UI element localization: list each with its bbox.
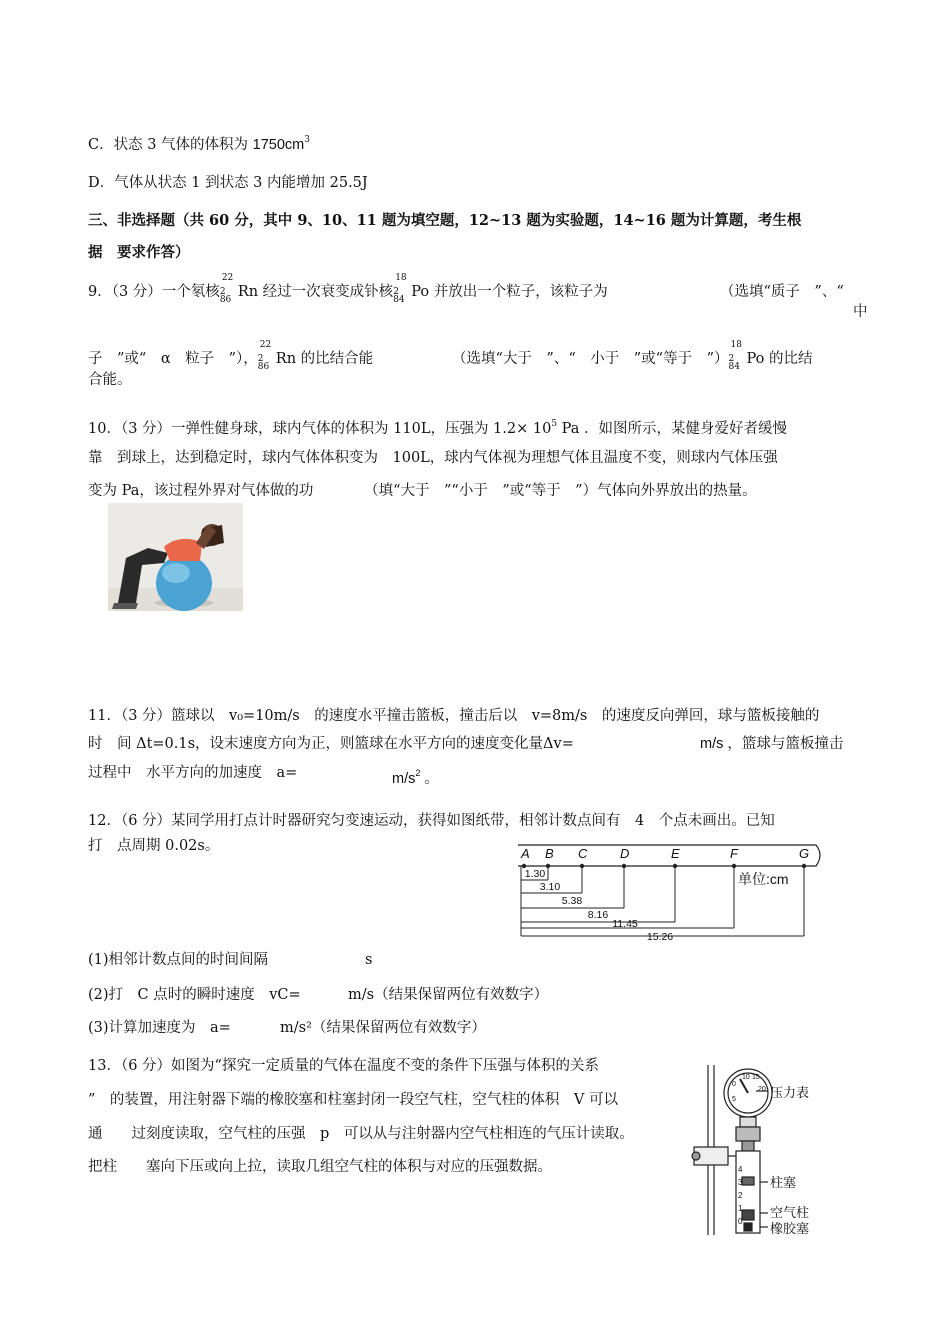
q9-line1: 9．（3 分）一个氡核 22 2 86 Rn 经过一次衰变成钋核 18 2 84 Po 并放出一个粒子，该粒子为 (88, 273, 608, 305)
section-3-heading: 三、非选择题（共 60 分，其中 9、10、11 题为填空题，12~13 题为实验题，14~16 题为计算题，考生根 (88, 212, 802, 229)
q10-line3: 变为 Pa，该过程外界对气体做的功 （填“大于 ”“小于 ”或“等于 ”）气体向外界放出的热量。 (88, 483, 757, 499)
label-plunger: 柱塞 (770, 1175, 797, 1190)
section-3-heading-cont: 据 要求作答） (88, 244, 190, 261)
label-pressure-gauge: 压力表 (770, 1085, 810, 1100)
tape-point-a: A (521, 846, 530, 861)
tape-point-g: G (799, 846, 810, 861)
q12-sub1-unit: s (365, 952, 373, 968)
q12-sub1: (1)相邻计数点间的时间间隔 (88, 952, 269, 968)
dial-20: 20 (758, 1086, 766, 1093)
po-nuclide-notation-2: 18 2 84 (728, 340, 742, 372)
q13-line4: 把柱 塞向下压或向上拉，读取几组空气柱的体积与对应的压强数据。 (88, 1159, 552, 1175)
option-d: D．气体从状态 1 到状态 3 内能增加 25.5J (88, 175, 368, 191)
q11-line3: 过程中 水平方向的加速度 a= (88, 765, 298, 781)
q11-line1: 11．（3 分）篮球以 v₀=10m/s 的速度水平撞击篮板，撞击后以 v=8m/s 的速度反向弹回，球与篮板接触的 (88, 708, 820, 724)
dist-ae: 8.16 (587, 909, 609, 921)
q9-choice-a: （选填“质子 ”、“ (720, 284, 844, 300)
dist-af: 11.45 (612, 918, 638, 930)
rn-nuclide-notation-2: 22 2 86 (257, 340, 272, 372)
dial-5: 5 (732, 1096, 736, 1103)
scale-2: 2 (738, 1191, 743, 1200)
tape-point-c: C (578, 846, 588, 861)
q11-line2-b: m/s ，篮球与篮板撞击 (700, 736, 844, 752)
dist-ac: 3.10 (539, 881, 561, 893)
dial-10: 10 (742, 1074, 750, 1081)
q13-line2: ” 的装置，用注射器下端的橡胶塞和柱塞封闭一段空气柱，空气柱的体积 V 可以 (88, 1092, 618, 1108)
q13-line3: 通 过刻度读取，空气柱的压强 p 可以从与注射器内空气柱相连的气压计读取。 (88, 1126, 634, 1142)
dist-ad: 5.38 (561, 895, 583, 907)
q12-sub3: (3)计算加速度为 a= (88, 1020, 231, 1036)
q11-line3-b: $m/s^2$ 。 (392, 768, 439, 787)
q9-choice-a2: 中 (853, 304, 868, 320)
q11-line2: 时 间 Δt=0.1s，设末速度方向为正，则篮球在水平方向的速度变化量Δv= (88, 736, 574, 752)
dist-ab: 1.30 (524, 868, 546, 880)
q12-sub2: (2)打 C 点时的瞬时速度 vC= (88, 987, 301, 1003)
tape-unit: 单位:cm (738, 871, 789, 887)
dial-15: 15 (752, 1074, 760, 1081)
scale-4: 4 (738, 1165, 743, 1174)
q12-sub3-unit: m/s²（结果保留两位有效数字） (280, 1020, 486, 1036)
ticker-tape-figure (510, 842, 828, 942)
label-rubber-stopper: 橡胶塞 (770, 1221, 810, 1236)
q9-line2-b: （选填“大于 ”、“ 小于 ”或“等于 ”） 18 2 84 Po 的比结 (452, 340, 813, 372)
scale-0: 0 (738, 1217, 743, 1226)
q12-sub2-unit: m/s（结果保留两位有效数字） (348, 987, 549, 1003)
q12-line1: 12．（6 分）某同学用打点计时器研究匀变速运动，获得如图纸带，相邻计数点间有 4 个点未画出。已知 (88, 813, 775, 829)
label-air-column: 空气柱 (770, 1205, 810, 1220)
po-nuclide-notation: 18 2 84 (393, 273, 407, 305)
q9-line3: 合能。 (88, 372, 132, 388)
dial-0: 0 (732, 1081, 736, 1088)
tape-point-e: E (671, 846, 680, 861)
tape-point-f: F (730, 846, 738, 861)
q10-line2: 靠 到球上，达到稳定时，球内气体体积变为 100L，球内气体视为理想气体且温度不变，则球内气体压强 (88, 450, 778, 466)
option-c: C．状态 3 气体的体积为 $1750cm^3$ (88, 135, 310, 153)
fitness-ball-photo (108, 503, 243, 611)
tape-point-d: D (620, 846, 630, 861)
q12-line2: 打 点周期 0.02s。 (88, 838, 220, 854)
syringe-apparatus-figure (688, 1055, 838, 1241)
scale-3: 3 (738, 1178, 743, 1187)
dist-ag: 15.26 (646, 931, 674, 942)
tape-point-b: B (545, 846, 554, 861)
q13-line1: 13．（6 分）如图为“探究一定质量的气体在温度不变的条件下压强与体积的关系 (88, 1058, 599, 1074)
q9-line2: 子 ”或“ α 粒子 ”）， 22 2 86 Rn 的比结合能 (88, 340, 374, 372)
q10-line1: 10．（3 分）一弹性健身球，球内气体的体积为 110L，压强为 $1.2\times 10^5$ Pa ．如图所示，某健身爱好者缓慢 (88, 419, 788, 437)
rn-nuclide-notation: 22 2 86 (219, 273, 234, 305)
scale-1: 1 (738, 1204, 743, 1213)
